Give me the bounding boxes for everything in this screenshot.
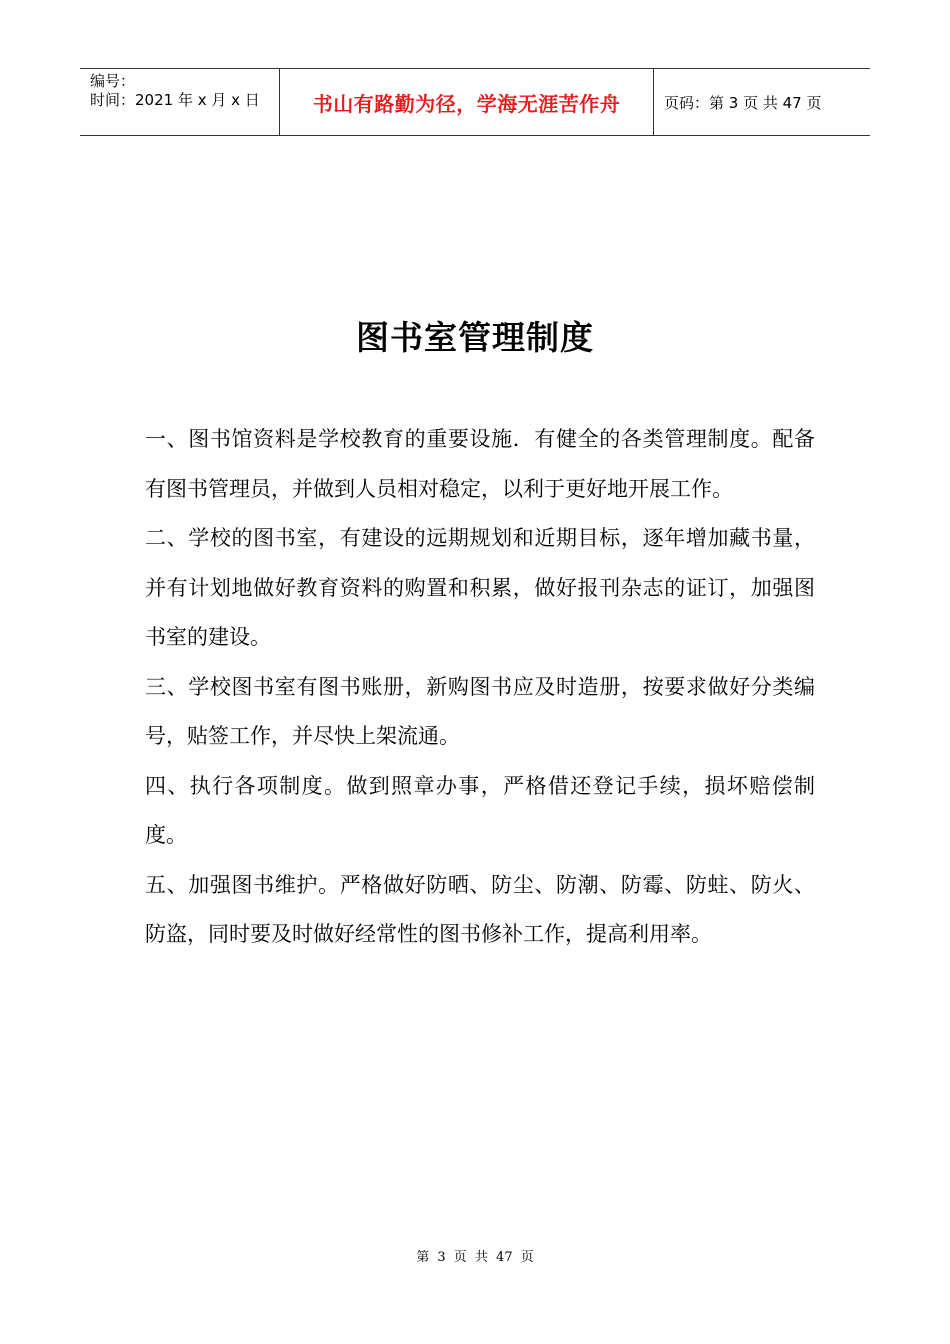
paragraph-3: 三、学校图书室有图书账册，新购图书应及时造册，按要求做好分类编号，贴签工作，并尽快上架流通。 [145,674,815,748]
page-footer: 第 3 页 共 47 页 [416,1250,534,1265]
paragraph-2: 二、学校的图书室，有建设的远期规划和近期目标，逐年增加藏书量，并有计划地做好教育资料的购置和积累，做好报刊杂志的证订，加强图书室的建设。 [145,526,815,649]
header-meta [80,69,280,135]
document-title: 图书室管理制度 [356,318,594,357]
paragraph-4: 四、执行各项制度。做到照章办事，严格借还登记手续，损坏赔偿制度。 [145,773,815,847]
date-label: 时间：2021 年 x 月 x 日 [90,91,260,109]
header-page-info: 页码：第 3 页 共 47 页 [664,93,822,112]
serial-number-label: 编号： [90,72,136,90]
header-motto: 书山有路勤为径，学海无涯苦作舟 [280,69,654,135]
paragraph-5: 五、加强图书维护。严格做好防晒、防尘、防潮、防霉、防蛀、防火、防盗，同时要及时做好经常性的图书修补工作，提高利用率。 [145,872,815,946]
page-header [80,68,870,136]
document-body [145,415,815,960]
paragraph-1: 一、图书馆资料是学校教育的重要设施．有健全的各类管理制度。配备有图书管理员，并做到人员相对稳定，以利于更好地开展工作。 [145,427,815,501]
